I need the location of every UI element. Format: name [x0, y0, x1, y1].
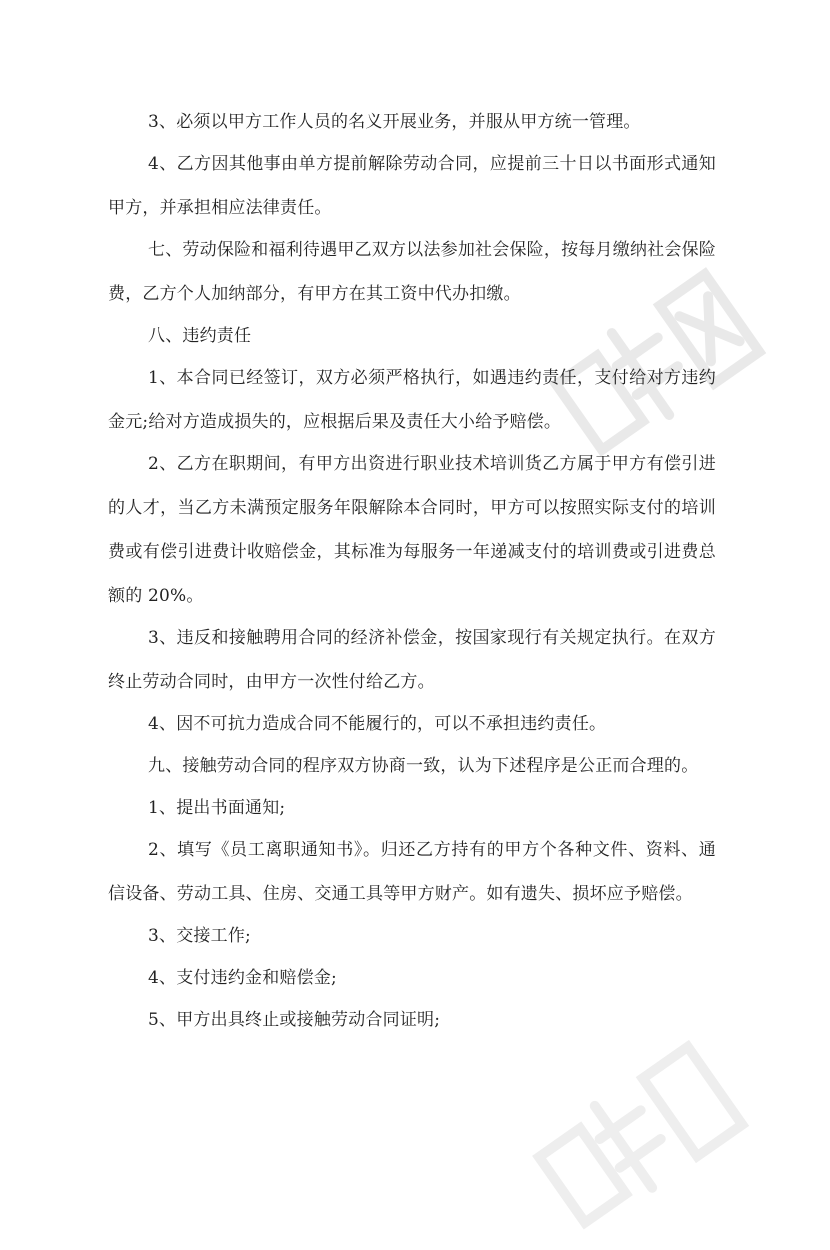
watermark-stamp-bottom — [500, 1010, 761, 1250]
paragraph: 3、必须以甲方工作人员的名义开展业务，并服从甲方统一管理。 — [148, 112, 641, 132]
list-item: 5、甲方出具终止或接触劳动合同证明; — [148, 1010, 441, 1030]
section-heading: 八、违约责任 — [148, 326, 252, 346]
paragraph: 2、乙方在职期间，有甲方出资进行职业技术培训货乙方属于甲方有偿引进的人才，当乙方未满预定服务年限解除本合同时，甲方可以按照实际支付的培训费或有偿引进费计收赔偿金，其标准为每服务一年递减支付的培训费或引进费总额的 20%。 — [108, 454, 716, 606]
paragraph: 4、乙方因其他事由单方提前解除劳动合同，应提前三十日以书面形式通知甲方，并承担相应法律责任。 — [108, 154, 716, 218]
list-item: 3、交接工作; — [148, 926, 251, 946]
paragraph: 4、因不可抗力造成合同不能履行的，可以不承担违约责任。 — [148, 714, 607, 734]
section-heading: 九、接触劳动合同的程序双方协商一致，认为下述程序是公正而合理的。 — [148, 756, 699, 776]
document-body — [108, 100, 716, 1042]
paragraph: 七、劳动保险和福利待遇甲乙双方以法参加社会保险，按每月缴纳社会保险费，乙方个人加纳部分，有甲方在其工资中代办扣缴。 — [108, 240, 716, 304]
list-item: 2、填写《员工离职通知书》。归还乙方持有的甲方个各种文件、资料、通信设备、劳动工具、住房、交通工具等甲方财产。如有遗失、损坏应予赔偿。 — [108, 840, 716, 904]
list-item: 4、支付违约金和赔偿金; — [148, 968, 337, 988]
paragraph: 3、违反和接触聘用合同的经济补偿金，按国家现行有关规定执行。在双方终止劳动合同时，由甲方一次性付给乙方。 — [108, 628, 716, 692]
list-item: 1、提出书面通知; — [148, 798, 286, 818]
paragraph: 1、本合同已经签订，双方必须严格执行，如遇违约责任，支付给对方违约金元;给对方造成损失的，应根据后果及责任大小给予赔偿。 — [108, 368, 716, 432]
